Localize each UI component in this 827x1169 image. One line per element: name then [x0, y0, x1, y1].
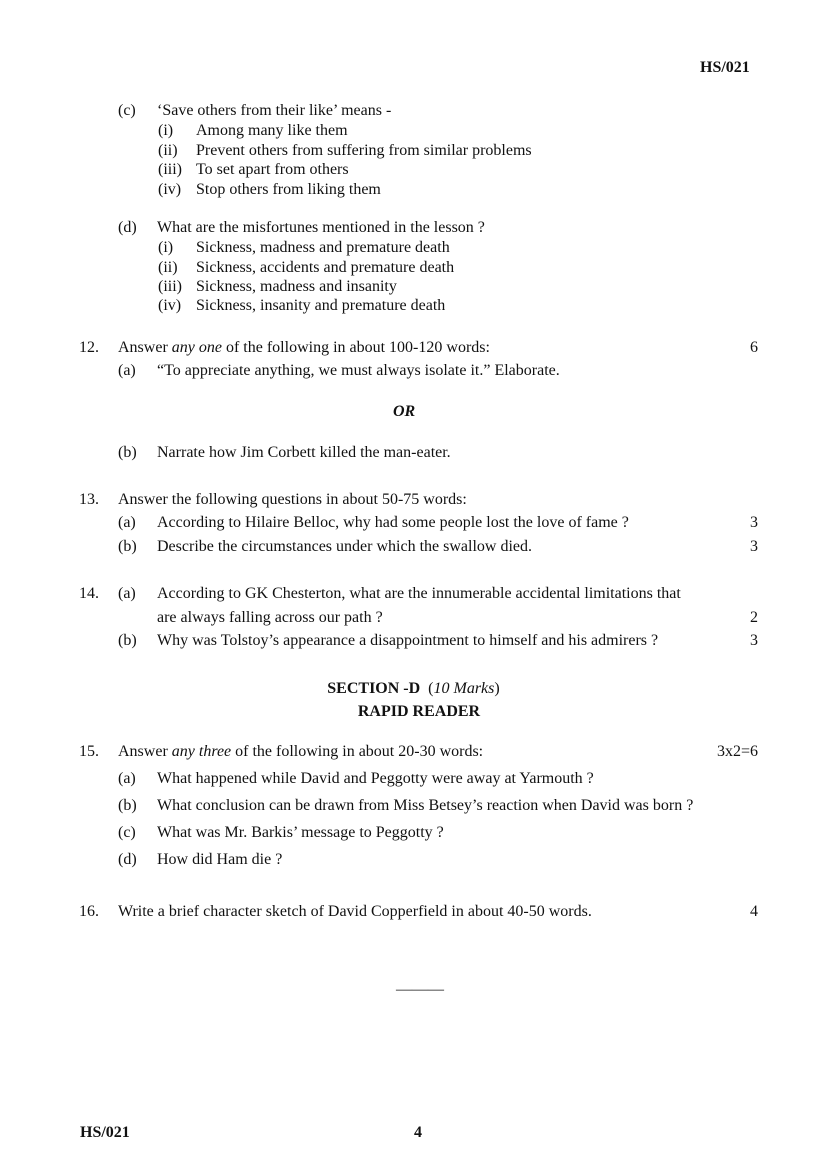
option-text: To set apart from others	[196, 161, 349, 178]
prompt-pre: Answer	[118, 743, 168, 760]
question-marks: 6	[750, 339, 758, 356]
question-prompt: Write a brief character sketch of David Copperfield in about 40-50 words.	[118, 903, 592, 920]
option-num: (ii)	[158, 142, 178, 159]
option-num: (i)	[158, 122, 174, 139]
prompt-pre: Answer	[118, 339, 168, 356]
prompt-emphasis: any one	[171, 339, 222, 356]
item-text: Describe the circumstances under which the swallow died.	[157, 538, 532, 555]
item-text: How did Ham die ?	[157, 851, 283, 868]
question-number: 15.	[79, 743, 99, 760]
question-prompt	[118, 742, 483, 762]
question-number: 16.	[79, 903, 99, 920]
or-divider: OR	[393, 403, 416, 420]
prompt-emphasis: any three	[171, 743, 232, 760]
option-num: (iv)	[158, 297, 182, 314]
item-label: (a)	[118, 585, 136, 602]
section-subtitle: RAPID READER	[357, 703, 481, 720]
question-marks: 3x2=6	[716, 743, 758, 760]
page-number: 4	[414, 1124, 422, 1141]
option-text: Sickness, accidents and premature death	[196, 259, 455, 276]
prompt-post: of the following in about 100-120 words:	[225, 339, 490, 356]
item-label: (b)	[118, 444, 137, 461]
item-label: (b)	[118, 632, 137, 649]
item-text: According to Hilaire Belloc, why had some people lost the love of fame ?	[157, 514, 629, 531]
item-marks: 3	[750, 538, 758, 555]
item-label: (a)	[118, 362, 136, 379]
option-text: Sickness, insanity and premature death	[196, 297, 446, 314]
item-label: (a)	[118, 770, 136, 787]
item-label: (a)	[118, 514, 136, 531]
option-text: Sickness, madness and premature death	[196, 239, 450, 256]
item-label: (c)	[118, 102, 136, 119]
option-num: (iii)	[158, 161, 182, 178]
question-number: 14.	[79, 585, 99, 602]
end-mark: ———	[396, 981, 444, 998]
header-code: HS/021	[700, 59, 750, 76]
item-marks: 2	[750, 609, 758, 626]
option-num: (ii)	[158, 259, 178, 276]
option-text: Stop others from liking them	[196, 181, 381, 198]
prompt-post: of the following in about 20-30 words:	[235, 743, 484, 760]
item-label: (b)	[118, 538, 137, 555]
option-num: (iii)	[158, 278, 182, 295]
section-marks-close: )	[494, 680, 500, 697]
question-prompt	[118, 338, 490, 358]
item-label: (d)	[118, 219, 137, 236]
section-title: SECTION -D	[327, 680, 421, 697]
item-text: ‘Save others from their like’ means -	[157, 102, 392, 119]
item-text-continued: are always falling across our path ?	[157, 609, 383, 626]
item-text: “To appreciate anything, we must always isolate it.” Elaborate.	[157, 362, 560, 379]
option-text: Prevent others from suffering from similar problems	[196, 142, 532, 159]
item-text: What conclusion can be drawn from Miss Betsey’s reaction when David was born ?	[157, 797, 694, 814]
item-text: Why was Tolstoy’s appearance a disappointment to himself and his admirers ?	[157, 632, 659, 649]
item-text: What was Mr. Barkis’ message to Peggotty ?	[157, 824, 444, 841]
section-heading	[0, 679, 827, 699]
question-number: 13.	[79, 491, 99, 508]
option-text: Among many like them	[196, 122, 348, 139]
item-text: Narrate how Jim Corbett killed the man-eater.	[157, 444, 451, 461]
item-marks: 3	[750, 632, 758, 649]
item-text: What happened while David and Peggotty were away at Yarmouth ?	[157, 770, 594, 787]
item-label: (d)	[118, 851, 137, 868]
item-text: According to GK Chesterton, what are the innumerable accidental limitations that	[157, 585, 681, 602]
option-num: (iv)	[158, 181, 182, 198]
item-label: (b)	[118, 797, 137, 814]
question-number: 12.	[79, 339, 99, 356]
section-marks-open: (	[428, 680, 434, 697]
item-label: (c)	[118, 824, 136, 841]
question-prompt: Answer the following questions in about 50-75 words:	[118, 491, 467, 508]
option-text: Sickness, madness and insanity	[196, 278, 397, 295]
question-marks: 4	[750, 903, 758, 920]
item-marks: 3	[750, 514, 758, 531]
item-text: What are the misfortunes mentioned in the lesson ?	[157, 219, 485, 236]
option-num: (i)	[158, 239, 174, 256]
footer-code: HS/021	[80, 1124, 130, 1141]
section-marks: 10 Marks	[433, 680, 495, 697]
